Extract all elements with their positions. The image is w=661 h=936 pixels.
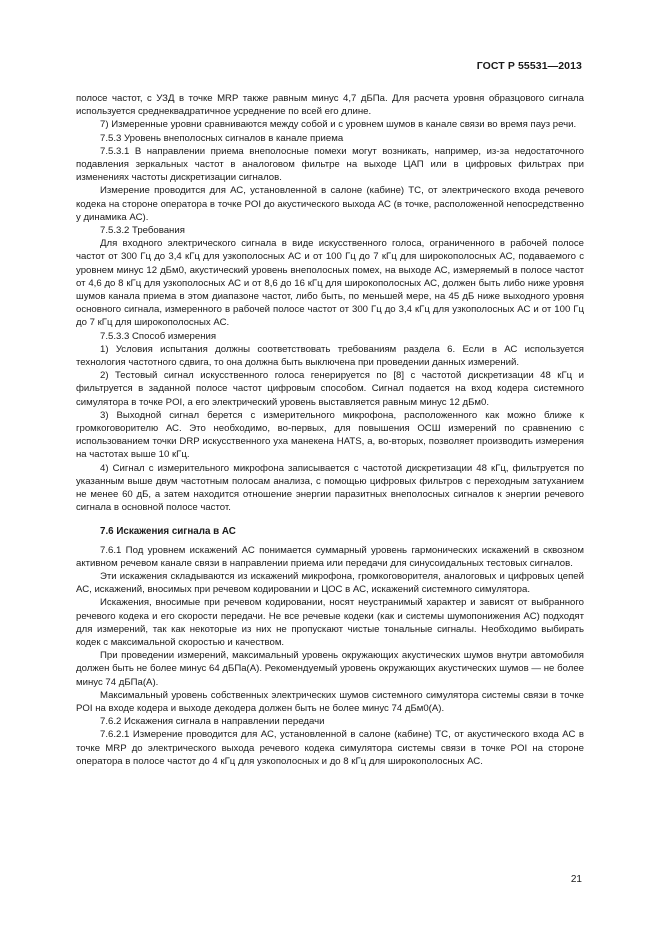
paragraph: 7.5.3.1 В направлении приема внеполосные помехи могут возникать, например, из-за недостаточного подавления зеркальных частот в аналоговом фильтре на выходе ЦАП или в цифровых фильтрах при изменениях частоты дискретизации сигналов. [76,145,584,184]
section-heading: 7.6 Искажения сигнала в АС [100,525,236,537]
subsection-title: 7.5.3 Уровень внеполосных сигналов в канале приема [100,132,344,144]
paragraph: 2) Тестовый сигнал искусственного голоса генерируется по [8] с частотой дискретизации 48 кГц и фильтруется в заданной полосе частот цифровым способом. Сигнал подается на вход кодера системного симулятора в точке POI, а его электрический уровень выставляется равным минус 12 дБм0. [76,370,584,408]
paragraph: 7.6.1 Под уровнем искажений АС понимается суммарный уровень гармонических искажений в сквозном активном речевом канале связи в направлении приема или передачи для синусоидальных тестовых сигналов. [76,544,584,569]
paragraph: 7.6.2.1 Измерение проводится для АС, установленной в салоне (кабине) ТС, от акустического входа АС в точке MRP до электрического выхода речевого кодека симулятора системы связи в точке POI на стороне оператора в полосе частот до 4 кГц для узкополосных и до 8 кГц для широкополосных АС. [76,729,584,767]
document-id: ГОСТ Р 55531—2013 [476,60,582,72]
paragraph: полосе частот, с УЗД в точке MRP также равным минус 4,7 дБПа. Для расчета уровня образцового сигнала используется среднеквадратичное усреднение по всей его длине. [76,93,584,118]
paragraph: 3) Выходной сигнал берется с измерительного микрофона, расположенного как можно ближе к громкоговорителю АС. Это необходимо, во-первых, для повышения ОСШ измерений по сравнению с использованием точки DRP искусственного уха манекена HATS, а, во-вторых, позволяет производить измерения на частотах выше 10 кГц. [76,409,584,461]
paragraph: 7) Измеренные уровни сравниваются между собой и с уровнем шумов в канале связи во время пауз речи. [100,119,577,131]
paragraph: 1) Условия испытания должны соответствовать требованиям раздела 6. Если в АС используется технология частотного сдвига, то она должна быть выключена при проведении данных измерений. [76,343,584,369]
subsection-title: 7.5.3.3 Способ измерения [100,330,217,342]
paragraph: Эти искажения складываются из искажений микрофона, громкоговорителя, аналоговых и цифровых цепей АС, искажений, вносимых при речевом кодировании и ЦОС в АС, искажений системного симулятора. [76,570,584,596]
subsection-title: 7.5.3.2 Требования [100,225,185,237]
paragraph: Для входного электрического сигнала в виде искусственного голоса, ограниченного в рабочей полосе частот от 300 Гц до 3,4 кГц для узкополосных АС и от 100 Гц до 7 кГц для широкополосных АС, подаваемого с уровнем минус 12 дБм0, акустический уровень внеполосных помех, на выходе АС, измеряемый в полосе частот от 4,6 до 8 кГц для узкополосных АС и от 8,6 до 16 кГц для широкополосных АС, должен быть либо ниже уровня шумов канала приема в этом диапазоне частот, либо быть, по меньшей мере, на 45 дБ ниже выходного уровня основного сигнала, измеренного в рабочей полосе частот от 300 Гц до 3,4 кГц для узкополосных АС и от 100 Гц до 7 кГц для широкополосных АС. [76,238,584,329]
paragraph: При проведении измерений, максимальный уровень окружающих акустических шумов внутри автомобиля должен быть не более минус 64 дБПа(А). Рекомендуемый уровень окружающих акустических шумов — не более минус 74 дБПа(А). [76,650,584,688]
subsection-title: 7.6.2 Искажения сигнала в направлении передачи [100,716,325,728]
paragraph: Искажения, вносимые при речевом кодировании, носят неустранимый характер и зависят от выбранного речевого кодека и его скорости передачи. Не все речевые кодеки (как и системы шумопонижения АС) подходят для измерений, так как некоторые из них не пропускают чистые тональные сигналы. Необходимо выбирать кодек с максимальной скоростью и качеством. [76,597,584,648]
paragraph: 4) Сигнал с измерительного микрофона записывается с частотой дискретизации 48 кГц, фильтруется по указанным выше двум частотным полосам анализа, с помощью цифровых фильтров с переходным затуханием не менее 60 дБ, а затем находится отношение энергии паразитных внеполосных сигналов к энергии речевого сигнала в основной полосе частот. [76,462,584,514]
paragraph: Измерение проводится для АС, установленной в салоне (кабине) ТС, от электрического входа речевого кодека на стороне оператора в точке POI до акустического выхода АС (в точке, расположенной непосредственно у динамика АС). [76,185,584,223]
body-text [76,92,584,768]
paragraph: Максимальный уровень собственных электрических шумов системного симулятора системы связи в точке POI на входе кодера и выходе декодера должен быть не более минус 74 дБм0(А). [76,689,584,714]
page-number: 21 [570,874,582,885]
